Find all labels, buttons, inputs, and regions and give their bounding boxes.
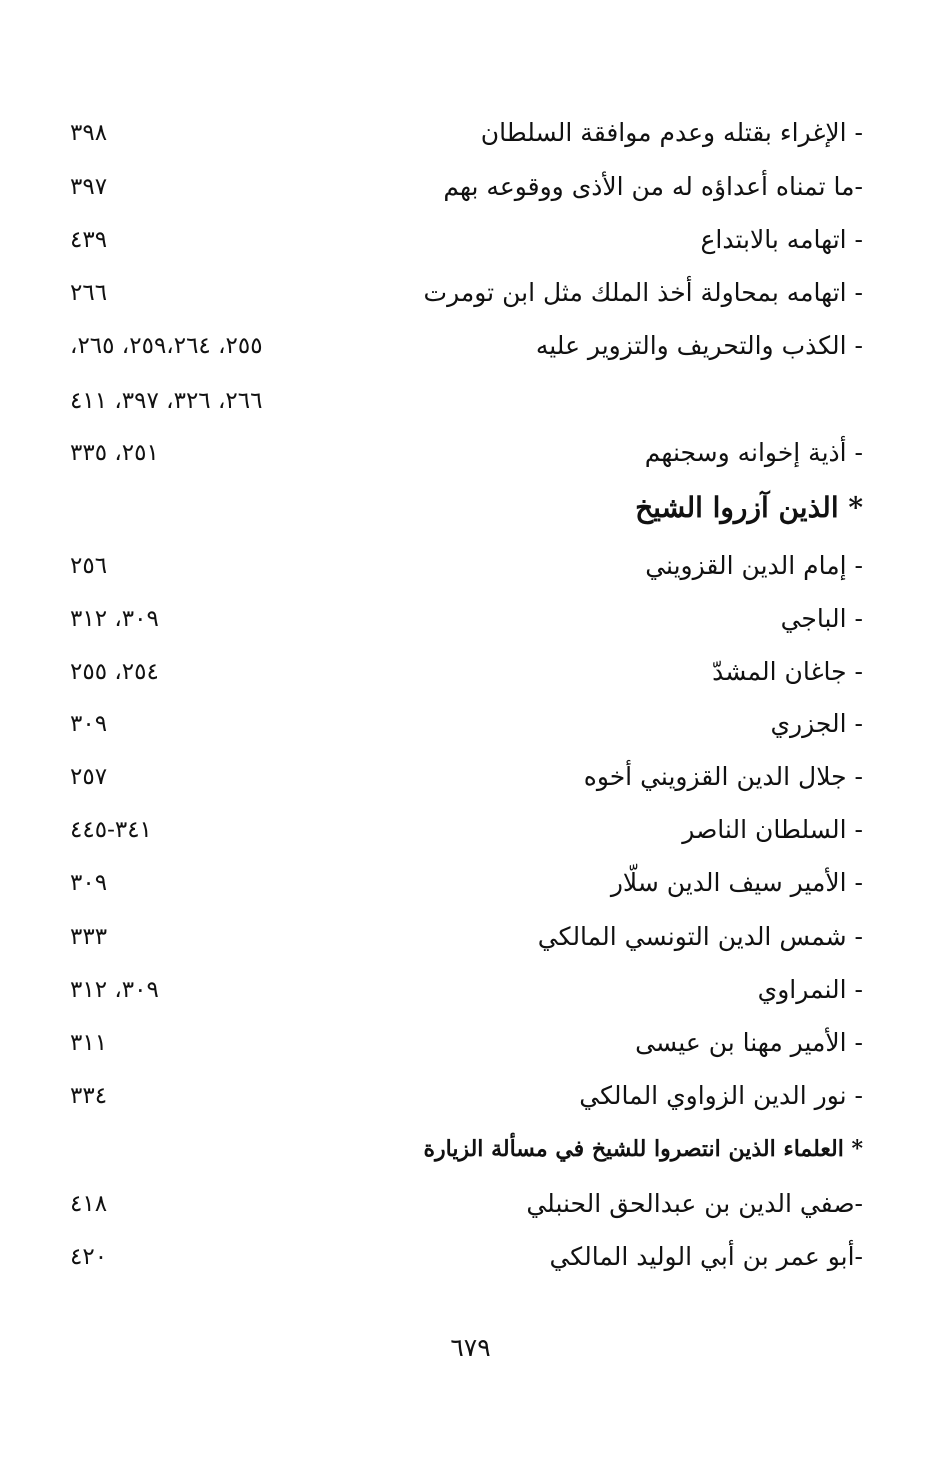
- entry-pages: ٤٣٩: [70, 227, 108, 253]
- entry-title: - الكذب والتحريف والتزوير عليه: [535, 331, 863, 360]
- entry-pages: ٣٣٣: [70, 924, 108, 950]
- index-entry: [0, 1016, 941, 1070]
- section-heading: * العلماء الذين انتصروا للشيخ في مسألة الزيارة: [423, 1136, 863, 1162]
- entry-pages: ٢٦٦: [70, 280, 108, 306]
- entry-title: - جاغان المشدّ: [712, 657, 863, 686]
- entry-pages: ٣٠٩: [70, 711, 108, 737]
- index-entry: [0, 645, 941, 699]
- entry-title: - الإغراء بقتله وعدم موافقة السلطان: [480, 118, 863, 147]
- entry-pages: ٣٩٧: [70, 174, 108, 200]
- entry-title: - أذية إخوانه وسجنهم: [644, 438, 863, 467]
- index-entry: [0, 1230, 941, 1284]
- entry-pages: ٤١٨: [70, 1191, 108, 1217]
- entry-title: - الباجي: [780, 604, 863, 633]
- entry-pages: ٣٩٨: [70, 120, 108, 146]
- entry-pages: ٢٥٤، ٢٥٥: [70, 659, 159, 685]
- entry-pages: ٢٥١، ٣٣٥: [70, 440, 159, 466]
- index-entry: [0, 803, 941, 857]
- index-entry: [0, 319, 941, 373]
- entry-title: - جلال الدين القزويني أخوه: [583, 762, 863, 791]
- entry-pages: ٢٥٦: [70, 553, 108, 579]
- entry-title: - الأمير مهنا بن عيسى: [635, 1028, 863, 1057]
- index-entry: [0, 1069, 941, 1123]
- entry-pages: ٣٤١-٤٤٥: [70, 817, 152, 843]
- entry-title: - النمراوي: [757, 975, 863, 1004]
- entry-title: - إمام الدين القزويني: [645, 551, 863, 580]
- entry-pages: ٣٠٩، ٣١٢: [70, 606, 159, 632]
- entry-title: - الجزري: [770, 709, 863, 738]
- index-entry: [0, 697, 941, 751]
- entry-title: - اتهامه بالابتداع: [700, 225, 863, 254]
- entry-pages: ٢٥٧: [70, 764, 108, 790]
- entry-title: -أبو عمر بن أبي الوليد المالكي: [549, 1242, 863, 1271]
- entry-title: - شمس الدين التونسي المالكي: [537, 922, 863, 951]
- entry-pages: ٤٢٠: [70, 1244, 108, 1270]
- entry-title: -ما تمناه أعداؤه له من الأذى ووقوعه بهم: [443, 172, 863, 201]
- entry-title: - الأمير سيف الدين سلّار: [610, 868, 863, 897]
- entry-pages: ٣٠٩، ٣١٢: [70, 977, 159, 1003]
- page-number: ٦٧٩: [450, 1333, 491, 1362]
- entry-title: - السلطان الناصر: [682, 815, 863, 844]
- entry-pages: ٣١١: [70, 1030, 108, 1056]
- index-entry: [0, 750, 941, 804]
- index-entry: [0, 160, 941, 214]
- index-entry: [0, 963, 941, 1017]
- index-entry: [0, 106, 941, 160]
- entry-pages: ٢٥٥، ٢٥٩،٢٦٤، ٢٦٥،: [70, 333, 263, 359]
- index-entry: [0, 266, 941, 320]
- index-entry: [0, 910, 941, 964]
- entry-title: - اتهامه بمحاولة أخذ الملك مثل ابن تومرت: [423, 278, 863, 307]
- entry-pages: ٣٣٤: [70, 1083, 108, 1109]
- index-entry: [0, 856, 941, 910]
- section-heading: * الذين آزروا الشيخ: [635, 491, 863, 524]
- index-entry: [0, 426, 941, 480]
- index-entry: [0, 213, 941, 267]
- index-entry-continuation: [0, 374, 941, 428]
- index-entry: [0, 539, 941, 593]
- entry-title: -صفي الدين بن عبدالحق الحنبلي: [526, 1189, 863, 1218]
- entry-pages: ٢٦٦، ٣٢٦، ٣٩٧، ٤١١: [70, 388, 263, 414]
- index-entry: [0, 592, 941, 646]
- index-entry: [0, 1177, 941, 1231]
- entry-pages: ٣٠٩: [70, 870, 108, 896]
- entry-title: - نور الدين الزواوي المالكي: [579, 1081, 863, 1110]
